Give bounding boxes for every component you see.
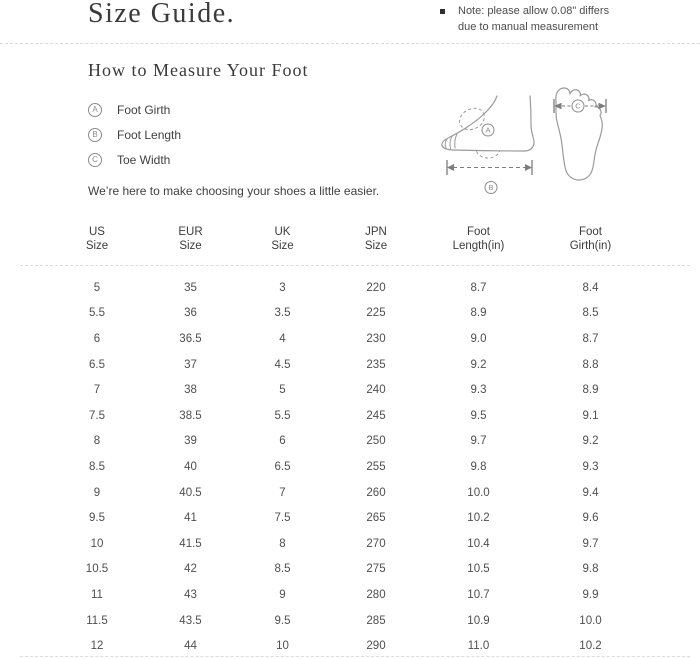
table-cell: 265	[366, 512, 386, 525]
table-row	[20, 582, 690, 608]
page-title: Size Guide.	[88, 0, 236, 29]
table-cell: 280	[366, 588, 386, 601]
column-header-foot-girth: Foot Girth(in)	[569, 226, 612, 252]
table-cell: 7	[279, 486, 286, 499]
table-cell: 41	[184, 512, 197, 525]
table-cell: 255	[366, 460, 386, 473]
table-row	[20, 403, 690, 429]
table-cell: 10.2	[579, 640, 602, 653]
table-cell: 245	[366, 409, 386, 422]
table-row	[20, 608, 690, 634]
measure-item-label: Foot Girth	[117, 103, 171, 117]
table-cell: 8.7	[470, 281, 487, 294]
measure-item-toe-width	[88, 153, 170, 167]
table-row	[20, 505, 690, 531]
table-cell: 43.5	[179, 614, 202, 627]
tagline: We’re here to make choosing your shoes a little easier.	[88, 184, 380, 198]
foot-sole-view-diagram-icon	[548, 83, 612, 187]
table-cell: 9.5	[89, 512, 105, 525]
table-cell: 9.1	[582, 409, 599, 422]
column-header-us-size: US Size	[85, 226, 109, 252]
table-row	[20, 352, 690, 378]
table-cell: 44	[184, 640, 197, 653]
table-row	[20, 377, 690, 403]
table-row	[20, 531, 690, 557]
table-cell: 10.5	[85, 563, 109, 576]
table-cell: 8.5	[274, 563, 291, 576]
table-row	[20, 301, 690, 327]
header-divider	[0, 43, 700, 44]
table-cell: 9.3	[470, 384, 487, 397]
table-cell: 240	[366, 384, 386, 397]
size-table-header	[20, 225, 690, 253]
circled-letter-b-icon: B	[88, 128, 102, 142]
table-cell: 36.5	[179, 332, 202, 345]
table-cell: 260	[366, 486, 386, 499]
table-cell: 12	[90, 640, 104, 653]
column-header-jpn-size: JPN Size	[364, 226, 388, 252]
table-cell: 10.7	[467, 588, 490, 601]
table-cell: 9.5	[470, 409, 487, 422]
table-cell: 10	[276, 640, 289, 653]
table-cell: 220	[366, 281, 386, 294]
table-cell: 5.5	[89, 307, 105, 320]
table-cell: 9.4	[582, 486, 599, 499]
measure-section-heading: How to Measure Your Foot	[88, 60, 309, 80]
circled-letter-a-icon: A	[88, 103, 102, 117]
table-cell: 6	[279, 435, 286, 448]
table-cell: 9.0	[470, 332, 487, 345]
table-cell: 6.5	[274, 460, 291, 473]
diagram-label-c: C	[575, 101, 581, 111]
table-cell: 7	[93, 384, 101, 397]
table-cell: 37	[184, 358, 197, 371]
table-cell: 4.5	[274, 358, 291, 371]
column-header-foot-length: Foot Length(in)	[452, 226, 505, 252]
column-header-eur-size: EUR Size	[178, 226, 203, 252]
table-cell: 285	[366, 614, 386, 627]
table-cell: 43	[184, 588, 197, 601]
table-cell: 8	[93, 435, 101, 448]
table-cell: 5.5	[274, 409, 291, 422]
note-line-1: Note: please allow 0.08" differs	[458, 5, 610, 17]
table-cell: 42	[184, 563, 197, 576]
table-cell: 250	[366, 435, 386, 448]
table-cell: 3	[279, 281, 286, 294]
table-cell: 10.5	[467, 563, 490, 576]
table-row	[20, 480, 690, 506]
table-row	[20, 557, 690, 583]
table-cell: 8	[279, 537, 286, 550]
table-cell: 9.3	[582, 460, 599, 473]
table-cell: 11.0	[467, 640, 490, 653]
table-cell: 41.5	[179, 537, 202, 550]
table-cell: 290	[366, 640, 386, 653]
measurement-note-text	[458, 3, 609, 35]
measure-item-foot-length	[88, 128, 181, 142]
table-row	[20, 429, 690, 455]
measurement-note	[440, 3, 609, 35]
table-row	[20, 275, 690, 301]
table-cell: 9.7	[582, 537, 599, 550]
table-cell: 10.9	[467, 614, 490, 627]
table-cell: 6	[93, 332, 101, 345]
circled-letter-c-icon: C	[88, 153, 102, 167]
table-cell: 11.5	[86, 614, 108, 627]
table-cell: 8.9	[582, 384, 599, 397]
foot-side-view-diagram-icon	[438, 90, 548, 200]
table-cell: 9.2	[582, 435, 599, 448]
table-cell: 40.5	[179, 486, 202, 499]
table-cell: 8.9	[470, 307, 487, 320]
square-bullet-icon	[440, 9, 445, 14]
table-cell: 275	[366, 563, 386, 576]
table-cell: 9	[279, 588, 286, 601]
table-cell: 9.6	[582, 512, 599, 525]
table-cell: 9.8	[470, 460, 487, 473]
measure-item-label: Foot Length	[117, 128, 182, 142]
table-cell: 10.4	[467, 537, 490, 550]
measure-item-foot-girth	[88, 103, 170, 117]
table-cell: 4	[279, 332, 286, 345]
table-bottom-divider	[20, 656, 690, 657]
table-cell: 9.8	[582, 563, 599, 576]
measure-item-label: Toe Width	[117, 153, 171, 167]
table-cell: 8.7	[582, 332, 599, 345]
table-cell: 8.5	[89, 460, 105, 473]
table-cell: 40	[184, 460, 197, 473]
table-row	[20, 454, 690, 480]
diagram-label-a: A	[485, 125, 491, 135]
table-cell: 7.5	[89, 409, 105, 422]
table-cell: 35	[184, 281, 197, 294]
table-cell: 9.2	[470, 358, 487, 371]
table-cell: 9.9	[582, 588, 599, 601]
table-cell: 36	[184, 307, 197, 320]
size-table-rows	[20, 266, 690, 659]
table-cell: 8.4	[582, 281, 599, 294]
table-cell: 9.7	[470, 435, 487, 448]
table-cell: 10.0	[467, 486, 490, 499]
table-cell: 38	[184, 384, 197, 397]
table-cell: 8.5	[582, 307, 599, 320]
table-cell: 39	[184, 435, 197, 448]
note-line-2: due to manual measurement	[458, 21, 599, 33]
diagram-label-b: B	[488, 183, 494, 193]
table-cell: 270	[366, 537, 386, 550]
table-cell: 10.0	[579, 614, 602, 627]
table-row	[20, 326, 690, 352]
table-cell: 8.8	[582, 358, 599, 371]
table-cell: 9.5	[274, 614, 291, 627]
table-cell: 230	[366, 332, 386, 345]
table-cell: 235	[366, 358, 386, 371]
table-cell: 3.5	[274, 307, 291, 320]
table-cell: 9	[93, 486, 101, 499]
table-cell: 7.5	[274, 512, 291, 525]
column-header-uk-size: UK Size	[271, 226, 294, 252]
table-cell: 38.5	[179, 409, 202, 422]
table-cell: 10.2	[467, 512, 490, 525]
table-cell: 5	[93, 281, 101, 294]
table-cell: 11	[91, 588, 103, 601]
table-cell: 10	[90, 537, 104, 550]
table-cell: 6.5	[89, 358, 105, 371]
table-cell: 5	[279, 384, 286, 397]
table-cell: 225	[366, 307, 386, 320]
